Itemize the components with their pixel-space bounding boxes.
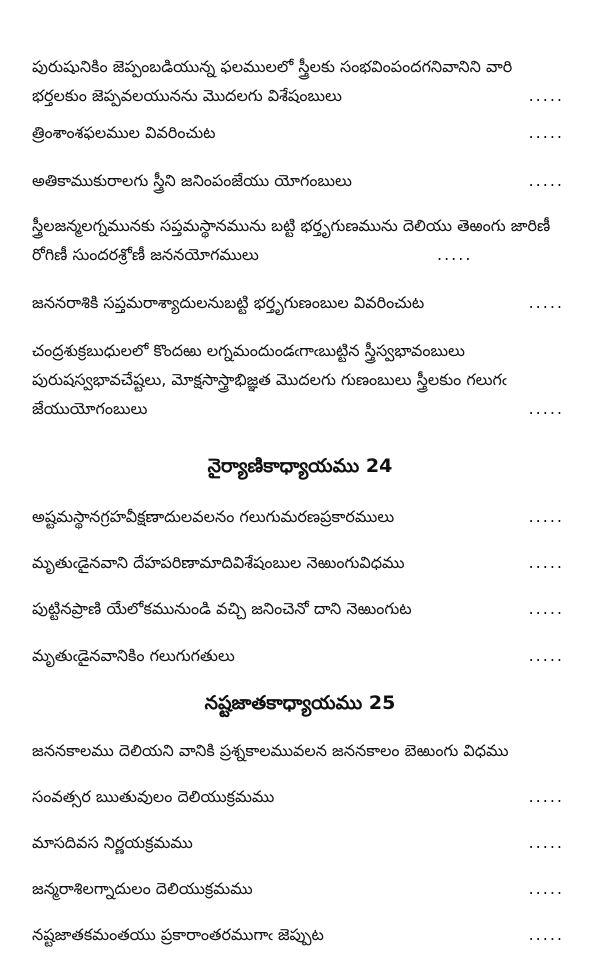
chapter-25-heading: నష్టజాతకాధ్యాయము 25 (204, 692, 396, 714)
toc-entry (32, 548, 574, 577)
page-leader-dots: ..... (528, 925, 564, 944)
toc-entry (32, 211, 574, 269)
entry-text-line-last (32, 736, 574, 765)
toc-entry (32, 166, 574, 195)
page-leader-dots: ..... (528, 399, 564, 418)
entry-text: నష్టజాతకమంతయు ప్రకారాంతరముగాఁ జెప్పుట (32, 925, 324, 944)
entry-text-line: చంద్రశుక్రబుధులలో కొందఱు లగ్నమందుండఁగాఁబుట్టిన స్త్రీస్వభావంబులు (32, 341, 465, 360)
entry-text-line: పురుషస్వభావచేష్టలు, మోక్షసాస్త్రాభిజ్ఞత మొదలగు గుణంబులు స్త్రీలకుం గలుగఁ (32, 370, 507, 389)
toc-entry (32, 336, 574, 423)
toc-entry (32, 118, 574, 147)
page-leader-dots: ..... (528, 646, 564, 665)
toc-entry (32, 52, 574, 110)
entry-text-line: పురుషునికిం జెప్పంబడియున్న ఫలములలో స్త్రీలకు సంభవింపందగనివానిని వారి (32, 57, 513, 76)
page-leader-dots: ..... (528, 293, 564, 312)
toc-entry (32, 736, 574, 765)
entry-text-line-last (32, 828, 574, 857)
entry-text-line-last (32, 548, 574, 577)
entry-text: రోగిణీ సుందరశ్రోణీ జననయోగములు (32, 245, 259, 264)
page-leader-dots: ..... (528, 787, 564, 806)
entry-text-line-last (32, 874, 574, 903)
toc-entry (32, 502, 574, 531)
toc-entry (32, 874, 574, 903)
entry-text-line-last (32, 118, 574, 147)
page-leader-dots: ..... (528, 599, 564, 618)
entry-text: భర్తలకుం జెప్పవలయునను మొదలగు విశేషంబులు (32, 86, 342, 105)
entry-text-line-last (32, 920, 574, 949)
entry-text: జేయుయోగంబులు (32, 399, 148, 418)
page-leader-dots: ..... (528, 833, 564, 852)
entry-text-line-last (32, 288, 574, 317)
entry-text: మృతుఁడైనవాని దేహపరిణామాదివిశేషంబుల నెఱుంగువిధము (32, 553, 405, 572)
entry-text: మృతుఁడైనవానికిం గలుగుగతులు (32, 646, 235, 665)
entry-text-line-last (32, 502, 574, 531)
toc-entry (32, 288, 574, 317)
page-leader-dots: ..... (528, 507, 564, 526)
toc-entry (32, 594, 574, 623)
chapter-24-heading: నైర్యాణికాధ్యాయము 24 (207, 455, 393, 477)
entry-text: జననకాలము దెలియని వానికి ప్రశ్నకాలమువలన జననకాలం బెఱుంగు విధము (32, 741, 509, 760)
toc-entry (32, 828, 574, 857)
entry-text-line-last (32, 594, 574, 623)
entry-text-line-last (32, 394, 574, 423)
entry-text: సంవత్సర ఋతువులం దెలియుక్రమము (32, 787, 275, 806)
toc-entry (32, 920, 574, 949)
page-leader-dots: ..... (528, 171, 564, 190)
entry-text-line-last (32, 166, 574, 195)
entry-text-line-last (32, 240, 574, 269)
toc-entry (32, 641, 574, 670)
toc-entry (32, 782, 574, 811)
entry-text: పుట్టినప్రాణి యేలోకమునుండి వచ్చి జనించెనో దాని నెఱుంగుట (32, 599, 412, 618)
entry-text-line-last (32, 641, 574, 670)
entry-text: మాసదివస నిర్ణయక్రమము (32, 833, 193, 852)
page-leader-dots: ..... (528, 553, 564, 572)
entry-text: జననరాశికి సప్తమరాశ్యాదులనుబట్టి భర్తృగుణంబుల వివరించుట (32, 293, 425, 312)
page-leader-dots: ..... (528, 123, 564, 142)
entry-text: అష్టమస్థానగ్రహవీక్షణాదులవలనం గలుగుమరణప్రకారములు (32, 507, 395, 526)
page-leader-dots: ..... (528, 879, 564, 898)
entry-text-line: స్త్రీలజన్మలగ్నమునకు సప్తమస్థానమును బట్టి భర్తృగుణమును దెలియు తెఱంగు జారిణీ (32, 216, 551, 235)
entry-text: జన్మరాశిలగ్నాదులం దెలియుక్రమము (32, 879, 253, 898)
page-leader-dots: ..... (528, 86, 564, 105)
entry-text: అతికాముకురాలగు స్త్రీని జనింపంజేయు యోగంబులు (32, 171, 352, 190)
entry-text-line-last (32, 81, 574, 110)
entry-text: త్రింశాంశఫలముల వివరించుట (32, 123, 216, 142)
page-leader-dots: ..... (437, 245, 473, 264)
entry-text-line-last (32, 782, 574, 811)
